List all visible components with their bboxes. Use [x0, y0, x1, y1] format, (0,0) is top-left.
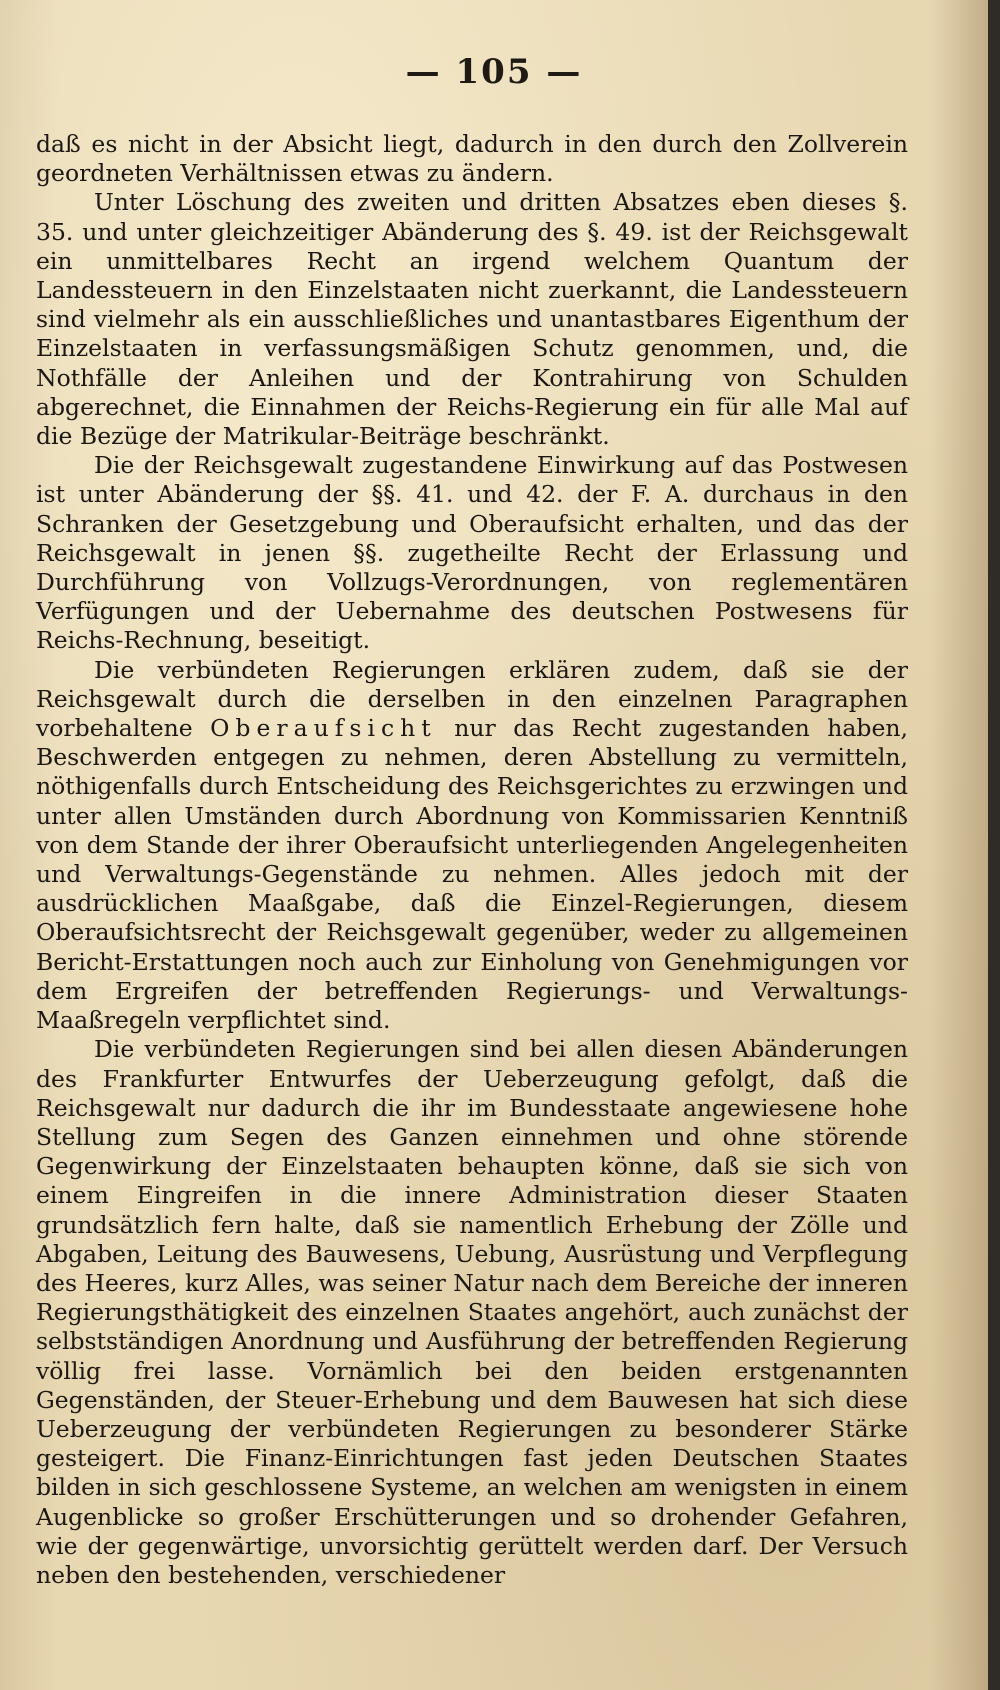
paragraph	[36, 451, 908, 655]
emphasized-text: Oberaufsicht	[210, 714, 437, 743]
paragraph-text: Unter Löschung des zweiten und dritten Absatzes eben dieses §. 35. und unter gleichzeitiger Abänderung des §. 49. ist der Reichsgewalt ein unmittelbares Recht an irgend welchem Quantum der Landessteuern in den Einzelstaaten nicht zuerkannt, die Landessteuern sind vielmehr als ein ausschließliches und unantastbares Eigenthum der Einzelstaaten in verfassungsmäßigen Schutz genommen, und, die Nothfälle der Anleihen und der Kontrahirung von Schulden abgerechnet, die Einnahmen der Reichs-Regierung ein für alle Mal auf die Bezüge der Matrikular-Beiträge beschränkt.	[36, 188, 908, 451]
paragraph	[36, 188, 908, 451]
paragraph	[36, 130, 908, 188]
paragraph-text: Die verbündeten Regierungen erklären zudem, daß sie der Reichsgewalt durch die derselben in den einzelnen Paragraphen vorbehaltene	[36, 655, 908, 743]
paragraph	[36, 656, 908, 1036]
paragraph-text: Die der Reichsgewalt zugestandene Einwirkung auf das Postwesen ist unter Abänderung der §§. 41. und 42. der F. A. durchaus in den Schranken der Gesetzgebung und Oberaufsicht erhalten, und das der Reichsgewalt in jenen §§. zugetheilte Recht der Erlassung und Durchführung von Vollzugs-Verordnungen, von reglementären Verfügungen und der Uebernahme des deutschen Postwesens für Reichs-Rechnung, beseitigt.	[36, 451, 908, 655]
paragraph-text: Die verbündeten Regierungen sind bei allen diesen Abänderungen des Frankfurter Entwurfes der Ueberzeugung gefolgt, daß die Reichsgewalt nur dadurch die ihr im Bundesstaate angewiesene hohe Stellung zum Segen des Ganzen einnehmen und ohne störende Gegenwirkung der Einzelstaaten behaupten könne, daß sie sich von einem Eingreifen in die innere Administration dieser Staaten grundsätzlich fern halte, daß sie namentlich Erhebung der Zölle und Abgaben, Leitung des Bauwesens, Uebung, Ausrüstung und Verpflegung des Heeres, kurz Alles, was seiner Natur nach dem Bereiche der inneren Regierungsthätigkeit des einzelnen Staates angehört, auch zunächst der selbstständigen Anordnung und Ausführung der betreffenden Regierung völlig frei lasse. Vornämlich bei den beiden erstgenannten Gegenständen, der Steuer-Erhebung und dem Bauwesen hat sich diese Ueberzeugung der verbündeten Regierungen zu besonderer Stärke gesteigert. Die Finanz-Einrichtungen fast jeden Deutschen Staates bilden in sich geschlossene Systeme, an welchen am wenigsten in einem Augenblicke so großer Erschütterungen und so drohender Gefahren, wie der gegenwärtige, unvorsichtig gerüttelt werden darf. Der Versuch neben den bestehenden, verschiedener	[36, 1035, 908, 1589]
paragraph-text: nur das Recht zugestanden haben, Beschwerden entgegen zu nehmen, deren Abstellung zu vermitteln, nöthigenfalls durch Entscheidung des Reichsgerichtes zu erzwingen und unter allen Umständen durch Abordnung von Kommissarien Kenntniß von dem Stande der ihrer Oberaufsicht unterliegenden Angelegenheiten und Verwaltungs-Gegenstände zu nehmen. Alles jedoch mit der ausdrücklichen Maaßgabe, daß die Einzel-Regierungen, diesem Oberaufsichtsrecht der Reichsgewalt gegenüber, weder zu allgemeinen Bericht-Erstattungen noch auch zur Einholung von Genehmigungen vor dem Ergreifen der betreffenden Regierungs- und Verwaltungs-Maaßregeln verpflichtet sind.	[36, 714, 908, 1035]
body-text	[36, 130, 908, 1590]
page-number: — 105 —	[405, 52, 583, 92]
paragraph	[36, 1035, 908, 1590]
paragraph-text: daß es nicht in der Absicht liegt, dadurch in den durch den Zollverein geordneten Verhältnissen etwas zu ändern.	[36, 130, 908, 188]
